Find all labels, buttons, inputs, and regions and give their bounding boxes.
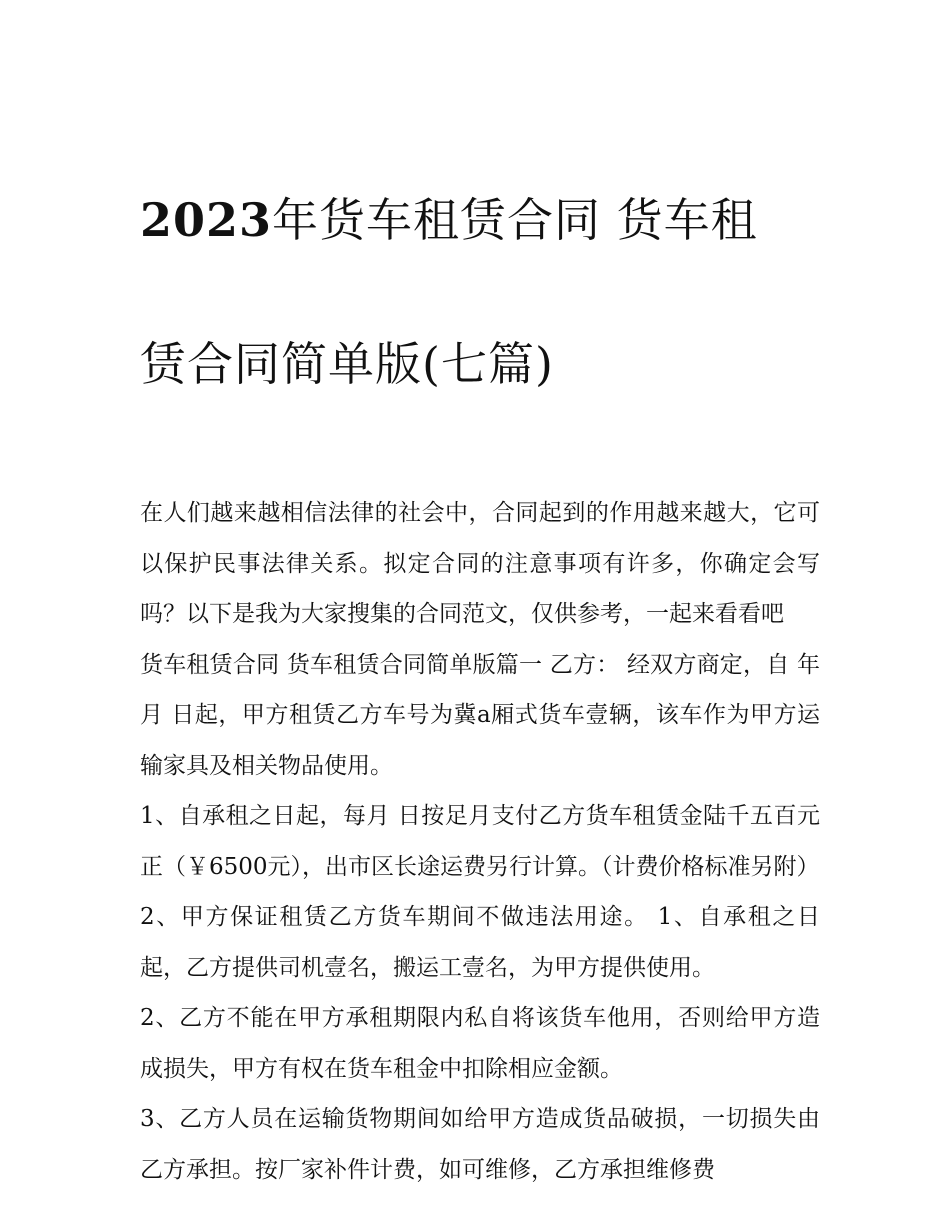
document-body (140, 488, 820, 1195)
document-title (140, 112, 820, 472)
title-line-1: 2023年货车租赁合同 货车租 (140, 193, 758, 247)
contract-paragraph-1: 货车租赁合同 货车租赁合同简单版篇一 乙方： 经双方商定，自 年 月 日起，甲方租赁乙方车号为冀a厢式货车壹辆，该车作为甲方运输家具及相关物品使用。 (140, 651, 820, 779)
contract-paragraph-4: 2、乙方不能在甲方承租期限内私自将该货车他用，否则给甲方造成损失，甲方有权在货车租金中扣除相应金额。 (140, 1005, 820, 1082)
contract-paragraph-5: 3、乙方人员在运输货物期间如给甲方造成货品破损，一切损失由乙方承担。按厂家补件计费，如可维修，乙方承担维修费 (140, 1106, 820, 1183)
document-page (140, 112, 820, 1195)
intro-paragraph: 在人们越来越相信法律的社会中，合同起到的作用越来越大，它可以保护民事法律关系。拟定合同的注意事项有许多，你确定会写吗？以下是我为大家搜集的合同范文，仅供参考，一起来看看吧 (140, 500, 820, 627)
title-line-2: 赁合同简单版(七篇) (140, 337, 554, 391)
contract-paragraph-2: 1、自承租之日起，每月 日按足月支付乙方货车租赁金陆千五百元正（￥6500元），出市区长途运费另行计算。（计费价格标准另附） (140, 803, 820, 880)
title-year: 2023 (140, 193, 273, 247)
contract-paragraph-3: 2、甲方保证租赁乙方货车期间不做违法用途。 1、自承租之日起，乙方提供司机壹名，搬运工壹名，为甲方提供使用。 (140, 904, 820, 981)
